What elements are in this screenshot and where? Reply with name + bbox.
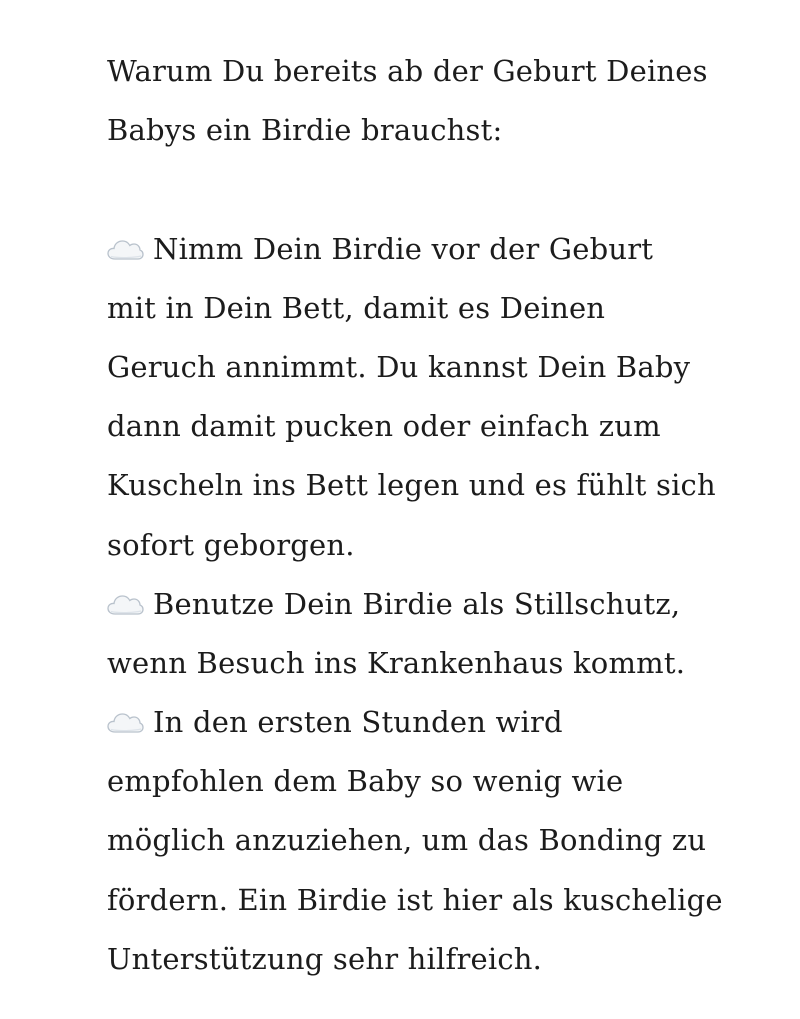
- bullet-item-2: [107, 575, 747, 693]
- heading-line: Babys ein Birdie brauchst:: [107, 113, 503, 148]
- post-text: [107, 42, 747, 989]
- bullet-line: dann damit pucken oder einfach zum: [107, 409, 661, 444]
- bullet-line: empfohlen dem Baby so wenig wie: [107, 764, 624, 799]
- bullet-line: möglich anzuziehen, um das Bonding zu: [107, 823, 707, 858]
- paragraph-spacer: [107, 160, 747, 219]
- cloud-icon: [107, 711, 144, 734]
- bullet-item-1: [107, 220, 747, 575]
- heading-line: Warum Du bereits ab der Geburt Deines: [107, 54, 708, 88]
- intro-heading: [107, 42, 747, 160]
- bullet-line: Kuscheln ins Bett legen und es fühlt sich: [107, 468, 716, 503]
- bullet-line: [107, 693, 747, 752]
- bullet-line: mit in Dein Bett, damit es Deinen: [107, 290, 606, 325]
- bullet-item-3: [107, 693, 747, 989]
- bullet-line: Geruch annimmt. Du kannst Dein Baby: [107, 349, 691, 384]
- bullet-text: Benutze Dein Birdie als Stillschutz,: [153, 586, 681, 621]
- bullet-text: Nimm Dein Birdie vor der Geburt: [153, 231, 654, 266]
- cloud-icon: [107, 238, 144, 261]
- bullet-line: [107, 220, 747, 279]
- bullet-line: fördern. Ein Birdie ist hier als kuschelige: [107, 882, 723, 917]
- bullet-line: wenn Besuch ins Krankenhaus kommt.: [107, 645, 686, 680]
- bullet-line: Unterstützung sehr hilfreich.: [107, 941, 543, 976]
- bullet-line: sofort geborgen.: [107, 527, 355, 562]
- bullet-line: [107, 575, 747, 634]
- cloud-icon: [107, 593, 144, 616]
- bullet-text: In den ersten Stunden wird: [153, 705, 563, 740]
